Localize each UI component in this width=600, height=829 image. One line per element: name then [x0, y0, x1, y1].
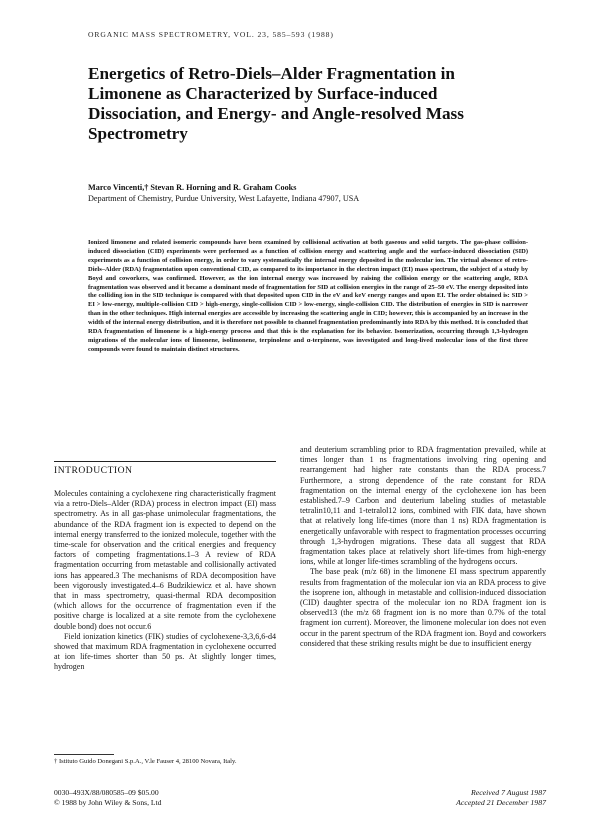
abstract: Ionized limonene and related isomeric compounds have been examined by collisional activation at both gaseous and solid targets. The gas-phase collision-induced dissociation (CID) experiments were performed as a function of collision energy and scattering angle and the surface-induced dissociation (SID) experiments as a function of collision energy, in order to vary systematically the internal energy deposited in the molecular ion. The virtual absence of retro-Diels–Alder (RDA) fragmentation upon conventional CID, as compared to its importance in the electron impact (EI) mass spectrum, the subject of a study by Boyd and coworkers, was confirmed. However, as the ion internal energy was increased by raising the collision energy or the scattering angle, RDA fragmentation was observed and it became a dominant mode of fragmentation for SID at collision energies in the range of 25–50 eV. The energy deposited into the colliding ion in the SID technique is compared with that deposited upon CID in the eV and keV energy ranges and upon EI. The order obtained is: SID > EI > low-energy, multiple-collision CID > high-energy, single-collision CID > low-energy, single-collision CID. The distribution of energies in SID is narrower than in the other techniques. High internal energies are accessible by increasing the scattering angle in CID; however, this is accompanied by an increase in the width of the internal energy distribution, and it is therefore not possible to channel fragmentation predominantly into RDA by this method. It is concluded that RDA fragmentation of limonene is a high-energy process and that this is the explanation for its behavior. Isomerization, occurring through 1,3-hydrogen migrations of the molecular ions of limonene, isolimonene, terpinolene and α-terpinene, was investigated and long-lived molecular ions of the first three compounds were found to maintain distinct structures. — [88, 239, 528, 353]
received-date: Received 7 August 1987 — [471, 788, 546, 797]
dates-block — [380, 788, 546, 808]
paragraph: and deuterium scrambling prior to RDA fragmentation prevailed, while at times longer than 1 ns fragmentations involving ring opening and rearrangement had higher rate constants than the RDA process.7 Furthermore, a strong dependence of the rate constant for RDA fragmentation on the internal energy of the cyclohexene ion has been established.7–9 Carbon and deuterium labeling studies of metastable tetralin10,11 and 1-tetralol12 ions, combined with FIK data, have shown that at relatively long life-times (more than 1 ns) RDA fragmentation is energetically unfavorable with respect to fragmentation processes occurring through 1,3-hydrogen migrations. These data all suggest that RDA fragmentation takes place at relatively short life-times from high-energy ions, while at longer life-times scrambling of the hydrogens occurs. — [300, 445, 546, 567]
copyright-block — [54, 788, 276, 808]
paragraph: Field ionization kinetics (FIK) studies of cyclohexene-3,3,6,6-d4 showed that maximum RDA fragmentation in cyclohexene occurred at ion life-times shorter than 50 ps. At slightly longer times, hydrogen — [54, 631, 276, 672]
copyright-line: © 1988 by John Wiley & Sons, Ltd — [54, 798, 162, 807]
footnote: † Istituto Guido Donegani S.p.A., V.le Fauser 4, 28100 Novara, Italy. — [54, 758, 237, 765]
paragraph: The base peak (m/z 68) in the limonene EI mass spectrum apparently results from fragmentation of the molecular ion via an RDA process to give the isoprene ion, although in metastable and collision-induced dissociation (CID) daughter spectra of the molecular ion no RDA fragment ion is observed13 (the m/z 68 fragment ion is no more than 0.7% of the total fragment ion current). Moreover, the limonene molecular ion does not even occur in the parent spectrum of the RDA fragment ion. Boyd and coworkers considered that these striking results might be due to insufficient energy — [300, 567, 546, 648]
footnote-divider — [54, 754, 114, 755]
author-affiliation: Department of Chemistry, Purdue University, West Lafayette, Indiana 47907, USA — [88, 194, 360, 203]
right-column — [300, 445, 546, 649]
running-head: ORGANIC MASS SPECTROMETRY, VOL. 23, 585–593 (1988) — [88, 30, 334, 39]
issn-line: 0030–493X/88/080585–09 $05.00 — [54, 788, 159, 797]
section-heading-introduction: INTRODUCTION — [54, 461, 276, 476]
article-title: Energetics of Retro-Diels–Alder Fragmentation in Limonene as Characterized by Surface-induced Dissociation, and Energy- and Angle-resolved Mass Spectrometry — [88, 64, 464, 143]
accepted-date: Accepted 21 December 1987 — [456, 798, 546, 807]
author-names: Marco Vincenti,† Stevan R. Horning and R. Graham Cooks — [88, 183, 297, 192]
left-column — [54, 489, 276, 673]
author-block — [88, 182, 528, 204]
paragraph: Molecules containing a cyclohexene ring characteristically fragment via a retro-Diels–Alder (RDA) process in electron impact (EI) mass spectrometry. As in all gas-phase unimolecular fragmentations, the abundance of the RDA fragment ion is expected to depend on the internal energy transferred to the ionized molecule, together with the time-scale for observation and the critical energies and frequency factors of competing fragmentations.1–3 A review of RDA fragmentation occurring from metastable and collisionally activated ions has appeared.3 The mechanisms of RDA decomposition have been vigorously investigated.4–6 Budzikiewicz et al. have shown that in mass spectrometry, quasi-thermal RDA decomposition (which allows for the occurrence of fragmentation even if the positive charge is localized at a site remote from the cyclohexene double bond) does not occur.6 — [54, 489, 276, 631]
